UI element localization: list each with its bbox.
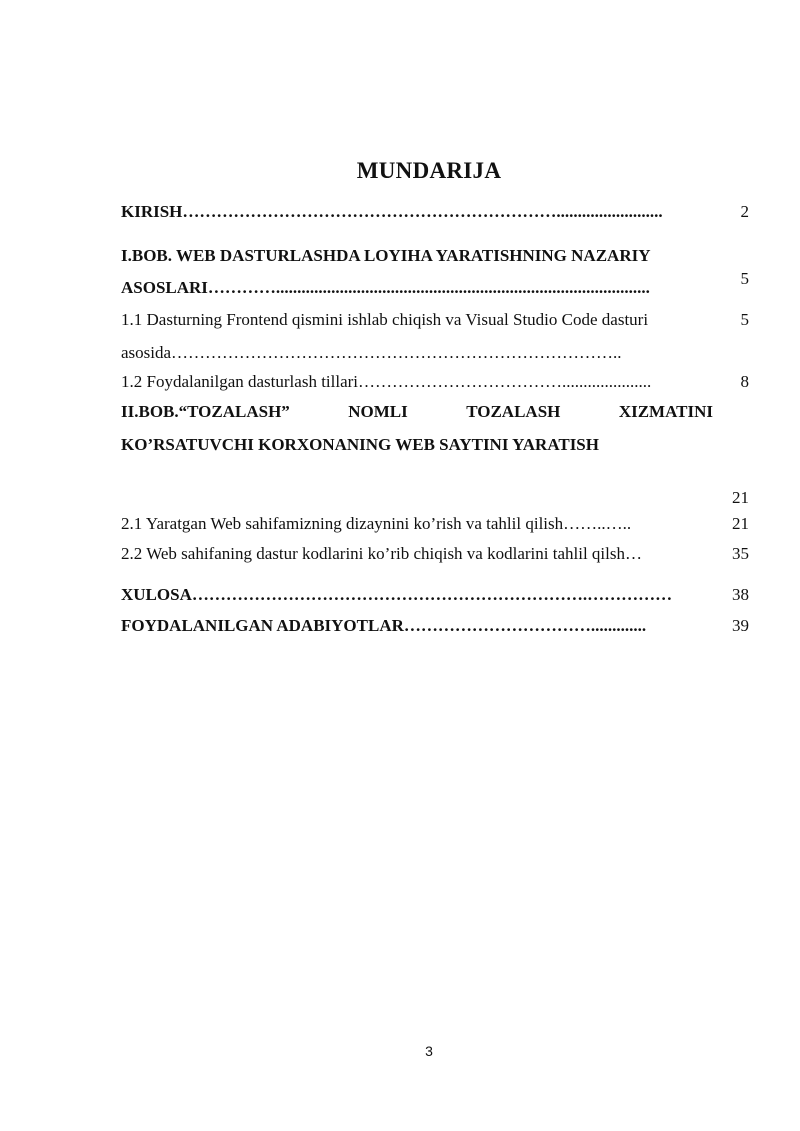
toc-title: MUNDARIJA <box>356 158 502 183</box>
toc-entry-2-2 <box>121 544 749 564</box>
toc-entry-text: XULOSA…………………………………………………………….…………… <box>121 585 673 604</box>
toc-entry-page: 2 <box>740 202 749 221</box>
toc-entry-text-line2: KO’RSATUVCHI KORXONANING WEB SAYTINI YARATISH <box>121 435 599 454</box>
toc-entry-text: 2.2 Web sahifaning dastur kodlarini ko’rib chiqish va kodlarini tahlil qilsh… <box>121 544 642 563</box>
toc-entry-bob2 <box>121 402 749 507</box>
toc-entry-text-line1 <box>121 402 713 422</box>
toc-entry-text: 1.2 Foydalanilgan dasturlash tillari………………………………..................... <box>121 372 652 391</box>
toc-entry-text-line1: 1.1 Dasturning Frontend qismini ishlab chiqish va Visual Studio Code dasturi <box>121 310 649 329</box>
toc-entry-text: FOYDALANILGAN ADABIYOTLAR……………………………............. <box>121 616 647 635</box>
toc-entry-text-line2: asosida…………………………………………………………………….. <box>121 343 622 362</box>
toc-entry-1-2 <box>121 372 749 392</box>
toc-word: XIZMATINI <box>618 402 713 421</box>
toc-entry-xulosa <box>121 585 749 605</box>
toc-entry-page: 35 <box>732 544 749 563</box>
toc-entry-text-line1: I.BOB. WEB DASTURLASHDA LOYIHA YARATISHNING NAZARIY <box>121 246 651 265</box>
toc-word: NOMLI <box>348 402 408 421</box>
toc-entry-page: 21 <box>732 488 749 507</box>
toc-entry-1-1 <box>121 310 749 370</box>
toc-entry-page: 21 <box>732 514 749 533</box>
toc-word: TOZALASH <box>466 402 561 421</box>
toc-entry-page: 5 <box>740 310 749 329</box>
toc-entry-text: 2.1 Yaratgan Web sahifamizning dizaynini ko’rish va tahlil qilish……..….. <box>121 514 632 533</box>
toc-entry-bob1 <box>121 246 749 306</box>
page-number: 3 <box>425 1043 433 1059</box>
toc-entry-page: 39 <box>732 616 749 635</box>
toc-word: II.BOB.“TOZALASH” <box>121 402 290 421</box>
toc-entry-text: KIRISH…………………………………………………………......................... <box>121 202 663 221</box>
toc-entry-2-1 <box>121 514 749 534</box>
toc-entry-text-line2: ASOSLARI…………........................................................................................ <box>121 278 650 297</box>
toc-entry-page: 38 <box>732 585 749 604</box>
toc-entry-page: 5 <box>740 269 749 288</box>
toc-entry-kirish <box>121 202 749 222</box>
toc-entry-page: 8 <box>740 372 749 391</box>
toc-entry-adabiyotlar <box>121 616 749 636</box>
